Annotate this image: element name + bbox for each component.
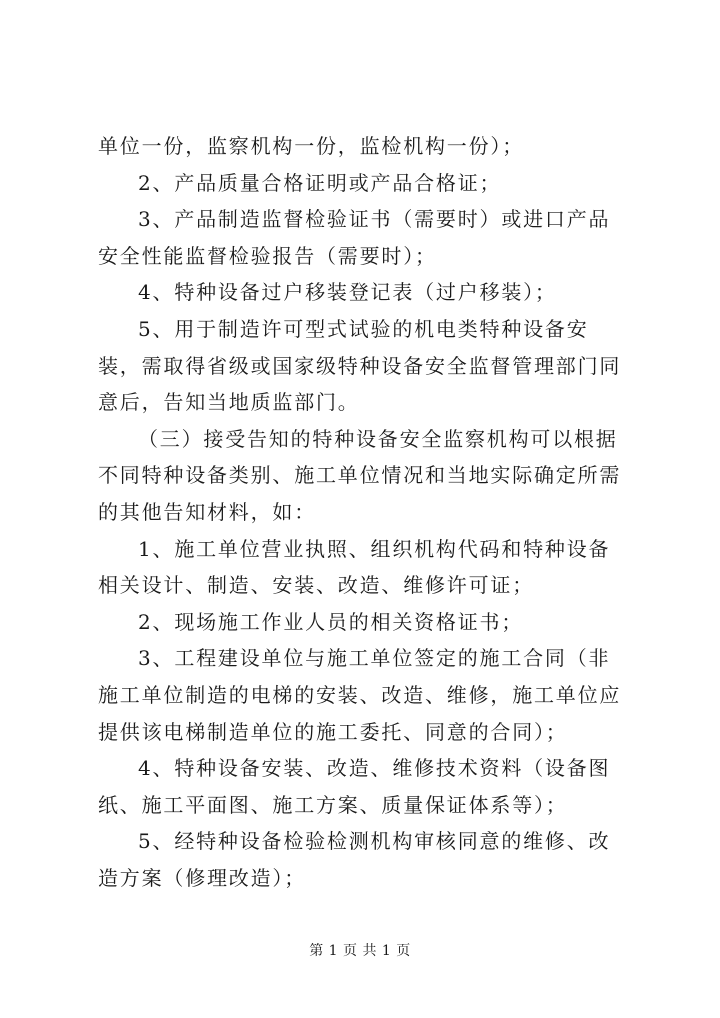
paragraph: 2、产品质量合格证明或产品合格证； — [138, 170, 502, 195]
paragraph: 4、特种设备安装、改造、维修技术资料（设备图纸、施工平面图、施工方案、质量保证体系等）； — [98, 756, 611, 817]
paragraph: 3、产品制造监督检验证书（需要时）或进口产品安全性能监督检验报告（需要时）； — [98, 207, 611, 268]
paragraph: 3、工程建设单位与施工单位签定的施工合同（非施工单位制造的电梯的安装、改造、维修，施工单位应提供该电梯制造单位的施工委托、同意的合同）； — [98, 646, 622, 744]
paragraph: 5、经特种设备检验检测机构审核同意的维修、改造方案（修理改造）； — [98, 829, 611, 890]
paragraph: 5、用于制造许可型式试验的机电类特种设备安装，需取得省级或国家级特种设备安全监督管理部门同意后，告知当地质监部门。 — [98, 316, 622, 415]
paragraph: 2、现场施工作业人员的相关资格证书； — [138, 609, 524, 634]
page-footer: 第 1 页 共 1 页 — [309, 943, 411, 959]
document-body — [98, 128, 632, 896]
paragraph: （三）接受告知的特种设备安全监察机构可以根据不同特种设备类别、施工单位情况和当地实际确定所需的其他告知材料，如： — [98, 426, 622, 524]
paragraph: 4、特种设备过户移装登记表（过户移装）； — [138, 280, 557, 305]
paragraph: 1、施工单位营业执照、组织机构代码和特种设备相关设计、制造、安装、改造、维修许可证； — [98, 536, 611, 598]
paragraph: 单位一份，监察机构一份，监检机构一份）； — [98, 134, 524, 158]
